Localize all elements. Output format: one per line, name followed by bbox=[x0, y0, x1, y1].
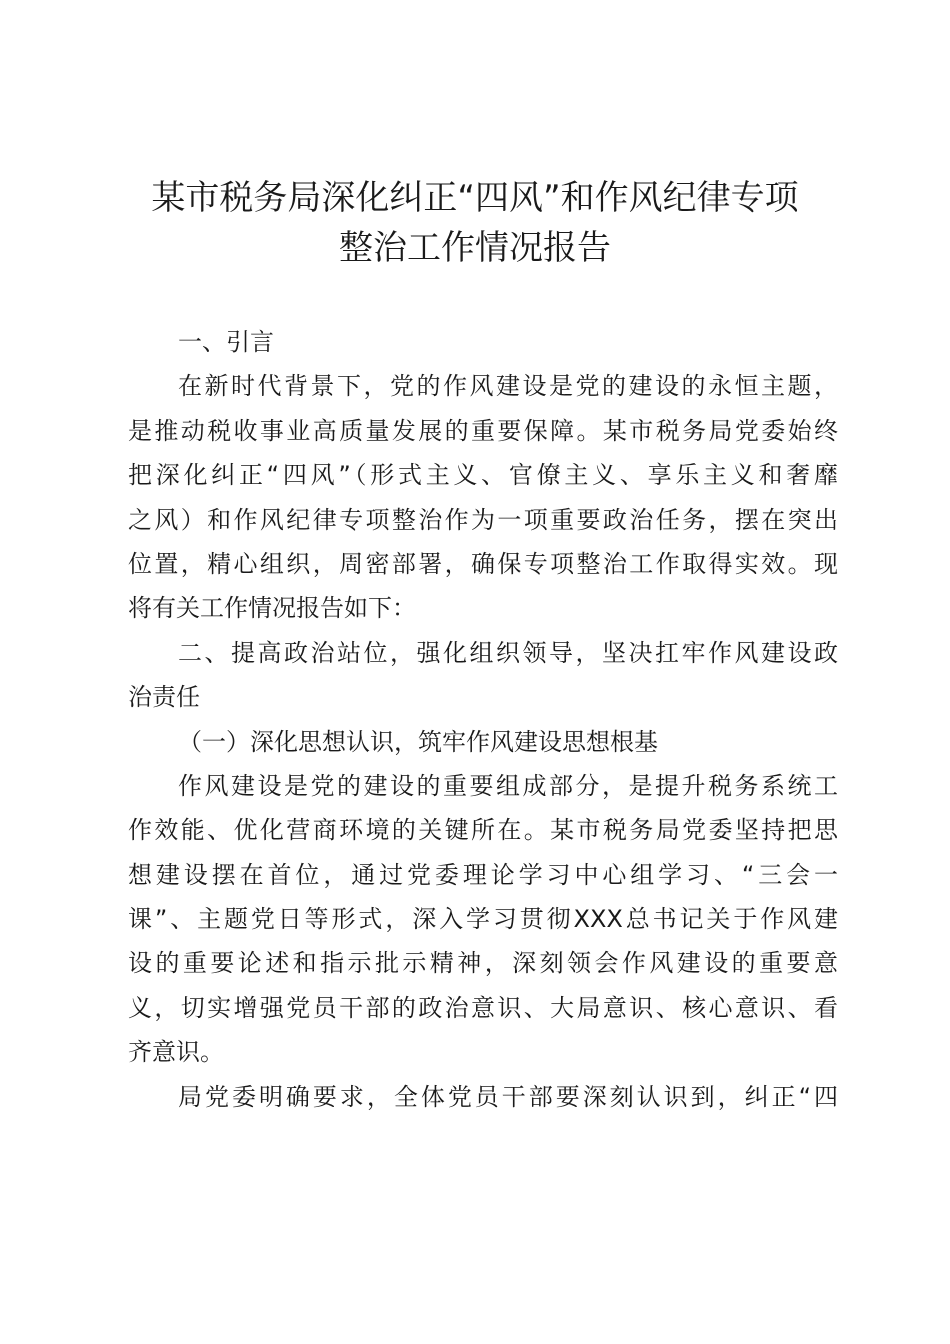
subsection-heading-ideological-understanding: （一）深化思想认识，筑牢作风建设思想根基 bbox=[178, 727, 658, 756]
paragraph-line: 齐意识。 bbox=[128, 1038, 224, 1067]
paragraph-line: 把深化纠正“四风”（形式主义、官僚主义、享乐主义和奢靡 bbox=[128, 461, 838, 490]
paragraph-line: 作风建设是党的建设的重要组成部分，是提升税务系统工 bbox=[178, 771, 838, 800]
section-heading-introduction: 一、引言 bbox=[178, 328, 274, 356]
section-heading-political-stance: 二、提高政治站位，强化组织领导，坚决扛牢作风建设政 bbox=[178, 638, 838, 667]
paragraph-line: 将有关工作情况报告如下： bbox=[128, 594, 416, 623]
document-body bbox=[128, 320, 838, 1119]
paragraph-line: 作效能、优化营商环境的关键所在。某市税务局党委坚持把思 bbox=[128, 816, 838, 845]
paragraph-line: 之风）和作风纪律专项整治作为一项重要政治任务，摆在突出 bbox=[128, 505, 838, 534]
document-title-line-2: 整治工作情况报告 bbox=[339, 228, 611, 268]
paragraph-line: 是推动税收事业高质量发展的重要保障。某市税务局党委始终 bbox=[128, 416, 838, 445]
paragraph-line: 在新时代背景下，党的作风建设是党的建设的永恒主题， bbox=[178, 372, 838, 401]
document-title-line-1: 某市税务局深化纠正“四风”和作风纪律专项 bbox=[151, 178, 799, 218]
paragraph-line: 课”、主题党日等形式，深入学习贯彻XXX总书记关于作风建 bbox=[128, 905, 838, 934]
paragraph-line: 位置，精心组织，周密部署，确保专项整治工作取得实效。现 bbox=[128, 549, 838, 578]
paragraph-line: 局党委明确要求，全体党员干部要深刻认识到，纠正“四 bbox=[178, 1082, 838, 1111]
paragraph-line: 想建设摆在首位，通过党委理论学习中心组学习、“三会一 bbox=[128, 860, 838, 889]
paragraph-line: 设的重要论述和指示批示精神，深刻领会作风建设的重要意 bbox=[128, 949, 838, 978]
section-heading-political-stance-cont: 治责任 bbox=[128, 683, 200, 712]
paragraph-line: 义，切实增强党员干部的政治意识、大局意识、核心意识、看 bbox=[128, 993, 838, 1022]
